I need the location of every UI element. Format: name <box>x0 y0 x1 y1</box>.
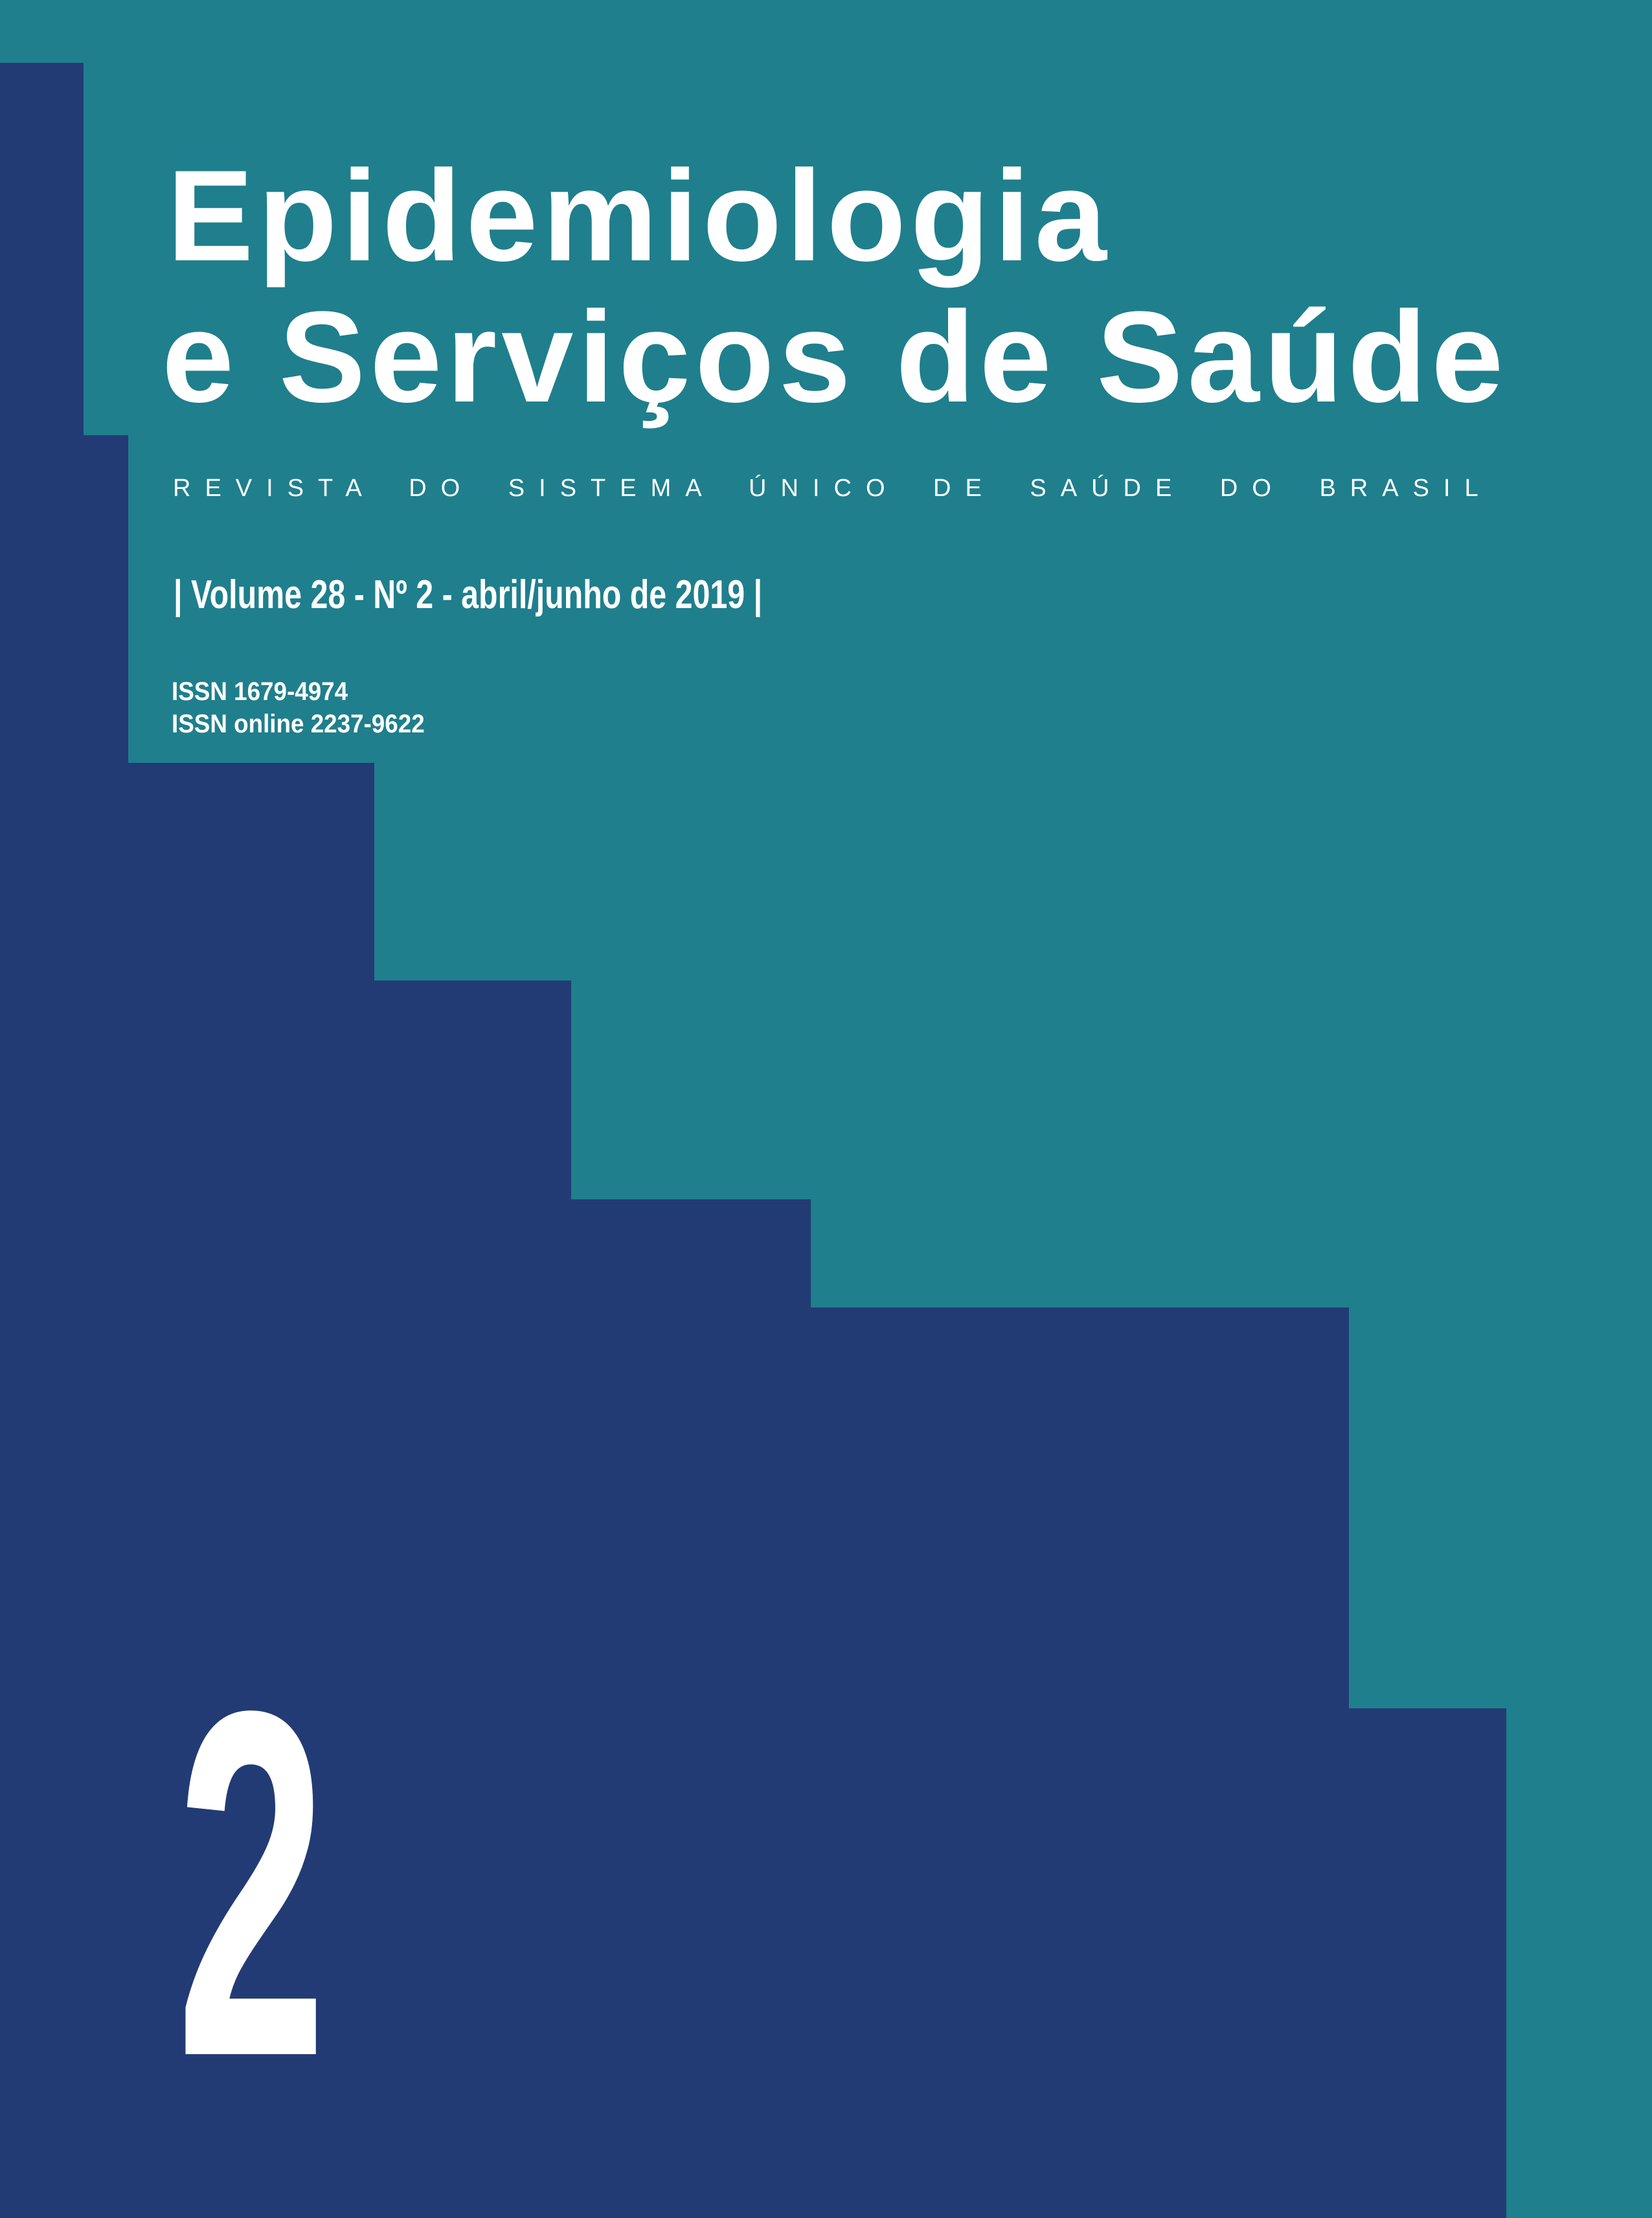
journal-title-line-2: e Serviços de Saúde <box>162 285 1508 429</box>
journal-subtitle: REVISTA DO SISTEMA ÚNICO DE SAÚDE DO BRASIL <box>173 475 1493 502</box>
issue-number-numeral: 2 <box>176 1609 327 2159</box>
volume-issue-date-line: | Volume 28 - Nº 2 - abril/junho de 2019 | <box>174 572 763 617</box>
issn-online: ISSN online 2237-9622 <box>172 710 425 738</box>
journal-title-line-1: Epidemiologia <box>167 144 1111 288</box>
issn-print: ISSN 1679-4974 <box>172 677 348 706</box>
